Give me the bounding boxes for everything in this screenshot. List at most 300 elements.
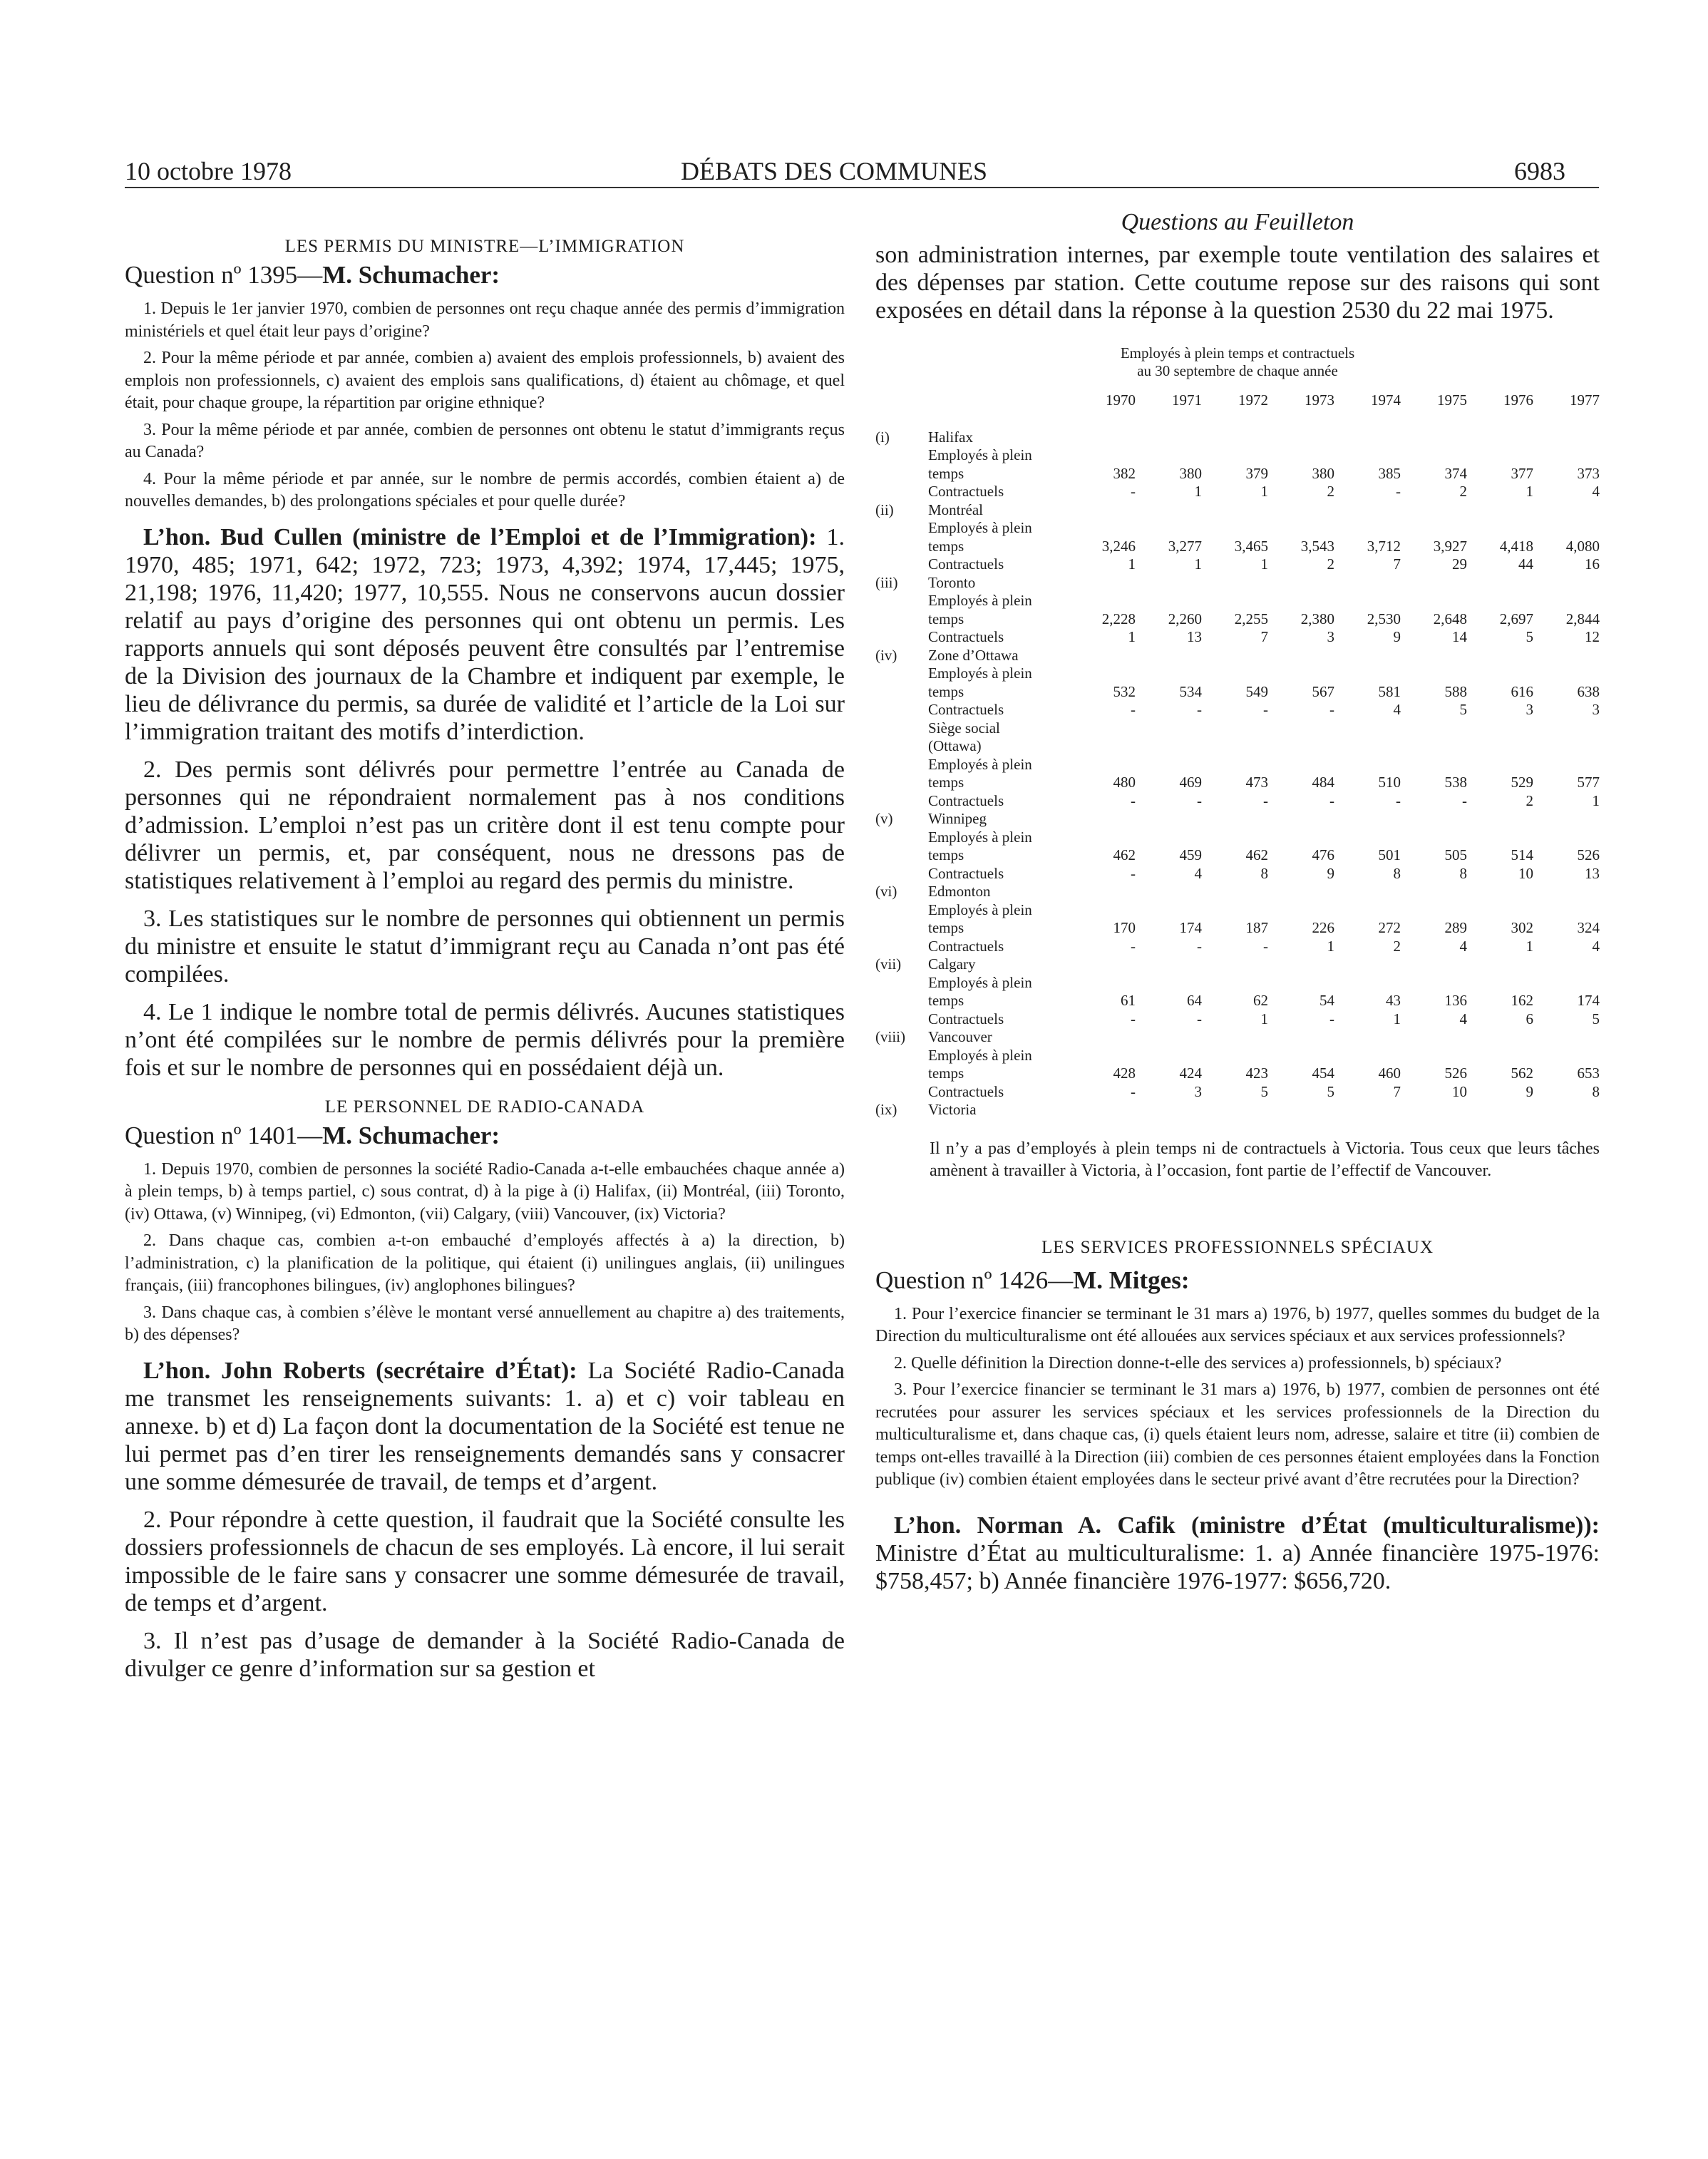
table-row — [875, 756, 1600, 774]
value-cell: 501 — [1378, 846, 1401, 863]
table-row-full-time — [875, 992, 1600, 1010]
region-index — [875, 446, 928, 465]
table-cell — [1334, 519, 1401, 538]
value-cell: 4 — [1393, 701, 1401, 718]
table-cell — [1268, 647, 1334, 665]
year-header: 1972 — [1238, 391, 1268, 409]
value-cell: 4 — [1459, 1010, 1467, 1027]
row-label: temps — [928, 846, 964, 863]
table-cell — [875, 774, 928, 792]
year-header: 1975 — [1437, 391, 1467, 409]
table-cell — [1136, 756, 1202, 774]
table-cell — [1533, 810, 1600, 829]
value-cell: - — [1263, 701, 1268, 718]
year-header: 1974 — [1371, 391, 1401, 409]
table-cell — [1533, 1047, 1600, 1065]
region-index — [875, 737, 928, 756]
table-cell — [1334, 574, 1401, 593]
table-cell — [1268, 955, 1334, 974]
left-column — [125, 235, 845, 1693]
region-index: (ii) — [875, 501, 894, 518]
value-cell: 379 — [1245, 464, 1268, 482]
table-cell — [1401, 883, 1467, 901]
table-cell — [1202, 446, 1268, 465]
region-name: Vancouver — [928, 1028, 992, 1045]
value-cell: 29 — [1452, 555, 1467, 573]
table-cell — [1467, 719, 1533, 738]
table-cell — [1202, 955, 1268, 974]
table-cell — [1467, 519, 1533, 538]
answer-text: Ministre d’État au multiculturalisme: 1. a) Année financière 1975-1976: $758,457; b) Année financière 1976-1977: $656,720. — [875, 1539, 1600, 1594]
table-cell — [1533, 647, 1600, 665]
region-name: Employés à plein — [928, 828, 1032, 846]
table-cell — [1401, 1047, 1467, 1065]
table-cell — [1136, 574, 1202, 593]
table-cell — [1069, 665, 1136, 683]
value-cell: 12 — [1585, 628, 1600, 645]
question-member: M. Schumacher: — [322, 261, 500, 289]
table-corner — [928, 391, 1069, 429]
question-member: M. Mitges: — [1073, 1266, 1190, 1294]
table-cell — [1069, 737, 1136, 756]
question-item: 4. Pour la même période et par année, sur le nombre de permis accordés, combien étaient a) de nouvelles demandes, b) des prolongations spéciales et pour quelle durée? — [125, 469, 845, 511]
value-cell: 1 — [1260, 555, 1268, 573]
table-row — [875, 974, 1600, 993]
table-cell — [1467, 737, 1533, 756]
table-cell — [1136, 501, 1202, 520]
table-row — [875, 1047, 1600, 1065]
region-name: Employés à plein — [928, 446, 1032, 463]
answer-text: La Société Radio-Canada me transmet les renseignements suivants: 1. a) et c) voir tableau en annexe. b) et d) La façon dont la documentation de la Société est tenue ne lui permet pas d’en tirer les renseignements demandés sans y consacrer une somme démesurée de travail, de temps et d’argent. — [125, 1357, 845, 1495]
value-cell: 581 — [1378, 682, 1401, 700]
table-cell — [1401, 665, 1467, 683]
row-label: Contractuels — [928, 628, 1004, 645]
region-index — [875, 756, 928, 774]
table-row — [875, 429, 1600, 447]
header-date: 10 octobre 1978 — [125, 157, 292, 185]
table-note: Il n’y a pas d’employés à plein temps ni de contractuels à Victoria. Tous ceux que leurs tâches amènent à travailler à Victoria, à l’occasion, font partie de l’effectif de Vancouver. — [930, 1139, 1600, 1180]
value-cell: 514 — [1511, 846, 1533, 863]
value-cell: 459 — [1179, 846, 1202, 863]
table-cell — [1136, 883, 1202, 901]
value-cell: 1 — [1592, 791, 1600, 809]
table-row-contract — [875, 1010, 1600, 1029]
value-cell: 3,927 — [1433, 537, 1467, 555]
value-cell: - — [1131, 1082, 1136, 1100]
value-cell: - — [1131, 483, 1136, 500]
question-item: 2. Quelle définition la Direction donne-t-elle des services a) professionnels, b) spéciaux? — [894, 1353, 1502, 1373]
row-label: temps — [928, 464, 964, 482]
table-cell — [1202, 901, 1268, 920]
answer-text: 1. 1970, 485; 1971, 642; 1972, 723; 1973, 4,392; 1974, 17,445; 1975, 21,198; 1976, 11,420; 1977, 10,555. Nous ne conservons aucun dossier relatif au pays d’origine des personnes qui ont obtenu un permis. Les rapports annuels qui sont déposés peuvent être consultés par l’entremise de la Division des journaux de la Chambre et indiquent par exemple, le lieu de délivrance du permis, sa durée de validité et l’article de la Loi sur l’immigration traitant des motifs d’interdiction. — [125, 523, 845, 745]
table-cell — [1268, 756, 1334, 774]
value-cell: 3,465 — [1234, 537, 1268, 555]
table-row — [875, 719, 1600, 738]
value-cell: 289 — [1444, 919, 1467, 936]
table-cell — [1334, 1101, 1401, 1119]
table-cell — [1467, 574, 1533, 593]
table-row-full-time — [875, 610, 1600, 629]
value-cell: 1 — [1194, 555, 1202, 573]
year-header: 1973 — [1305, 391, 1334, 409]
table-cell — [1268, 446, 1334, 465]
table-row — [875, 955, 1600, 974]
table-row — [875, 647, 1600, 665]
table-cell — [1268, 501, 1334, 520]
value-cell: 272 — [1378, 919, 1401, 936]
answer-cafik — [875, 1512, 1600, 1595]
region-index — [875, 665, 928, 683]
value-cell: 526 — [1577, 846, 1600, 863]
value-cell: 5 — [1260, 1082, 1268, 1100]
table-cell — [1069, 1047, 1136, 1065]
row-label: Contractuels — [928, 1082, 1004, 1100]
question-1395 — [125, 260, 845, 291]
value-cell: 529 — [1511, 774, 1533, 791]
table-cell — [1069, 829, 1136, 847]
table-cell — [1467, 1101, 1533, 1119]
table-row-contract — [875, 483, 1600, 501]
question-1395-items — [125, 298, 845, 513]
row-label: temps — [928, 682, 964, 700]
region-name: Winnipeg — [928, 810, 987, 827]
table-cell — [1136, 592, 1202, 610]
value-cell: 428 — [1113, 1065, 1136, 1082]
value-cell: 61 — [1121, 992, 1136, 1009]
table-cell — [1334, 810, 1401, 829]
value-cell: 6 — [1526, 1010, 1533, 1027]
year-header: 1977 — [1570, 391, 1600, 409]
value-cell: 505 — [1444, 846, 1467, 863]
table-cell — [1467, 810, 1533, 829]
value-cell: 1 — [1128, 555, 1136, 573]
table-row — [875, 446, 1600, 465]
table-cell — [1467, 592, 1533, 610]
row-label: temps — [928, 1065, 964, 1082]
table-cell — [1069, 974, 1136, 993]
value-cell: - — [1263, 791, 1268, 809]
value-cell: 2,844 — [1565, 610, 1600, 627]
region-index — [875, 974, 928, 993]
value-cell: 377 — [1511, 464, 1533, 482]
table-corner — [875, 391, 928, 429]
answer-paragraph: 4. Le 1 indique le nombre total de permis délivrés. Aucunes statistiques n’ont été compilées sur le nombre de permis délivrés pour la première fois et sur le nombre de personnes qui en possédaient déjà un. — [125, 998, 845, 1081]
header-rule — [125, 187, 1599, 188]
table-row — [875, 810, 1600, 829]
value-cell: 9 — [1327, 864, 1334, 882]
table-cell — [1334, 1028, 1401, 1047]
value-cell: 476 — [1312, 846, 1334, 863]
answer-speaker: L’hon. John Roberts (secrétaire d’État): — [143, 1357, 577, 1384]
header-page-number: 6983 — [1514, 157, 1565, 185]
table-header-row — [875, 391, 1600, 429]
table-cell — [1467, 647, 1533, 665]
question-item: 1. Depuis 1970, combien de personnes la société Radio-Canada a-t-elle embauchées chaque année a) à plein temps, b) à temps partiel, c) sous contrat, d) à la pige à (i) Halifax, (ii) Montréal, (iii) Toronto, (iv) Ottawa, (v) Winnipeg, (vi) Edmonton, (vii) Calgary, (viii) Vancouver, (ix) Victoria? — [125, 1159, 845, 1224]
value-cell: 374 — [1444, 464, 1467, 482]
table-cell — [1467, 901, 1533, 920]
table-cell — [1533, 429, 1600, 447]
table-cell — [1202, 1101, 1268, 1119]
value-cell: 302 — [1511, 919, 1533, 936]
value-cell: 460 — [1378, 1065, 1401, 1082]
value-cell: 7 — [1393, 555, 1401, 573]
table-row — [875, 665, 1600, 683]
region-name: Zone d’Ottawa — [928, 646, 1019, 664]
table-cell — [1202, 574, 1268, 593]
table-cell — [1136, 429, 1202, 447]
table-cell — [1334, 901, 1401, 920]
table-cell — [875, 792, 928, 811]
question-item: 3. Pour l’exercice financier se terminant le 31 mars a) 1976, b) 1977, combien de personnes ont été recrutées pour assurer les services spéciaux et les services professionnels de la Direction du multiculturalisme et, dans chaque cas, (i) quels étaient leurs nom, adresse, salaire et titre (ii) combien de temps ont-elles travaillé à la Direction (iii) combien de ces personnes étaient employées dans la Fonction publique (iv) combien étaient employées dans le secteur privé avant d’être recrutées pour la Direction? — [875, 1380, 1600, 1489]
row-label: temps — [928, 610, 964, 627]
table-row-full-time — [875, 538, 1600, 556]
answer-paragraph: 3. Il n’est pas d’usage de demander à la Société Radio-Canada de divulger ce genre d’information sur sa gestion et — [125, 1627, 845, 1682]
value-cell: 2,255 — [1234, 610, 1268, 627]
table-cell — [1268, 1047, 1334, 1065]
table-cell — [1334, 429, 1401, 447]
table-cell — [1533, 1101, 1600, 1119]
value-cell: 5 — [1592, 1010, 1600, 1027]
table-cell — [1401, 974, 1467, 993]
region-index — [875, 519, 928, 538]
table-row-contract — [875, 792, 1600, 811]
region-name: Employés à plein — [928, 901, 1032, 918]
answer-continuation: son administration internes, par exemple toute ventilation des salaires et des dépenses par station. Cette coutume repose sur des raisons qui sont exposées en détail dans la réponse à la question 2530 du 22 mai 1975. — [875, 242, 1600, 324]
question-1401-items — [125, 1159, 845, 1347]
table-cell — [1136, 901, 1202, 920]
value-cell: 226 — [1312, 919, 1334, 936]
value-cell: 1 — [1260, 483, 1268, 500]
running-head: Questions au Feuilleton — [1121, 209, 1354, 235]
table-cell — [1401, 592, 1467, 610]
value-cell: 136 — [1444, 992, 1467, 1009]
table-cell — [1467, 429, 1533, 447]
value-cell: 3 — [1526, 701, 1533, 718]
table-cell — [1401, 719, 1467, 738]
table-cell — [1069, 719, 1136, 738]
value-cell: - — [1197, 791, 1202, 809]
region-name: Edmonton — [928, 883, 991, 900]
table-row — [875, 501, 1600, 520]
value-cell: - — [1197, 1010, 1202, 1027]
table-cell — [1202, 501, 1268, 520]
year-header: 1976 — [1503, 391, 1533, 409]
answer-speaker: L’hon. Bud Cullen (ministre de l’Emploi et de l’Immigration): — [143, 523, 817, 550]
table-cell — [1268, 429, 1334, 447]
table-cell — [1202, 829, 1268, 847]
value-cell: 10 — [1518, 864, 1533, 882]
value-cell: 2,380 — [1300, 610, 1334, 627]
table-cell — [1069, 574, 1136, 593]
value-cell: 3,543 — [1300, 537, 1334, 555]
table-cell — [1401, 501, 1467, 520]
table-cell — [1268, 737, 1334, 756]
table-row — [875, 883, 1600, 901]
value-cell: 4 — [1592, 483, 1600, 500]
region-index — [875, 1047, 928, 1065]
region-index: (vi) — [875, 883, 897, 900]
question-prefix: Question nº 1426— — [875, 1266, 1074, 1294]
value-cell: 1 — [1260, 1010, 1268, 1027]
region-index — [875, 901, 928, 920]
table-cell — [1533, 829, 1600, 847]
table-cell — [1069, 429, 1136, 447]
value-cell: 4,080 — [1565, 537, 1600, 555]
value-cell: 616 — [1511, 682, 1533, 700]
table-title — [875, 344, 1600, 380]
value-cell: 7 — [1260, 628, 1268, 645]
table-cell — [1401, 955, 1467, 974]
table-cell — [1069, 647, 1136, 665]
value-cell: 577 — [1577, 774, 1600, 791]
value-cell: 1 — [1194, 483, 1202, 500]
table-cell — [1533, 719, 1600, 738]
table-cell — [1268, 1101, 1334, 1119]
table-cell — [1533, 1028, 1600, 1047]
value-cell: 9 — [1526, 1082, 1533, 1100]
value-cell: 13 — [1585, 864, 1600, 882]
table-cell — [1069, 955, 1136, 974]
value-cell: 4 — [1459, 937, 1467, 955]
table-cell — [1069, 446, 1136, 465]
row-label: Contractuels — [928, 937, 1004, 955]
table-cell — [1401, 519, 1467, 538]
value-cell: 3 — [1327, 628, 1334, 645]
table-cell — [1533, 955, 1600, 974]
table-cell — [1136, 974, 1202, 993]
value-cell: 2 — [1459, 483, 1467, 500]
value-cell: 469 — [1179, 774, 1202, 791]
answer-paragraph: 3. Les statistiques sur le nombre de personnes qui obtiennent un permis du ministre et ensuite le statut d’immigrant reçu au Canada n’ont pas été compilées. — [125, 905, 845, 988]
question-1426 — [875, 1265, 1600, 1296]
value-cell: 62 — [1253, 992, 1268, 1009]
table-cell — [1401, 810, 1467, 829]
table-cell — [875, 538, 928, 556]
table-cell — [1202, 1047, 1268, 1065]
value-cell: 8 — [1592, 1082, 1600, 1100]
table-cell — [1533, 592, 1600, 610]
table-cell — [1334, 501, 1401, 520]
value-cell: 534 — [1179, 682, 1202, 700]
value-cell: 170 — [1113, 919, 1136, 936]
table-cell — [1334, 665, 1401, 683]
table-cell — [1268, 574, 1334, 593]
region-name: Employés à plein — [928, 755, 1032, 773]
value-cell: 454 — [1312, 1065, 1334, 1082]
table-cell — [1268, 719, 1334, 738]
table-cell — [1069, 1028, 1136, 1047]
value-cell: 510 — [1378, 774, 1401, 791]
question-prefix: Question nº 1401— — [125, 1121, 323, 1149]
table-row — [875, 1028, 1600, 1047]
value-cell: 2,228 — [1101, 610, 1136, 627]
table-cell — [1334, 592, 1401, 610]
table-cell — [1467, 446, 1533, 465]
value-cell: - — [1131, 937, 1136, 955]
value-cell: - — [1131, 701, 1136, 718]
table-cell — [1334, 883, 1401, 901]
value-cell: 3,712 — [1367, 537, 1401, 555]
value-cell: 385 — [1378, 464, 1401, 482]
table-cell — [1401, 1101, 1467, 1119]
value-cell: 8 — [1260, 864, 1268, 882]
value-cell: - — [1329, 1010, 1334, 1027]
table-cell — [1334, 647, 1401, 665]
table-cell — [1136, 955, 1202, 974]
table-cell — [1334, 1047, 1401, 1065]
region-index: (i) — [875, 428, 890, 446]
value-cell: 8 — [1459, 864, 1467, 882]
value-cell: 4 — [1194, 864, 1202, 882]
table-cell — [1136, 665, 1202, 683]
question-item: 2. Dans chaque cas, combien a-t-on embauché d’employés affectés à a) la direction, b) l’administration, c) la planification de la politique, qui étaient (i) unilingues anglais, (ii) unilingues français, (iii) francophones bilingues, (iv) anglophones bilingues? — [125, 1231, 845, 1295]
value-cell: 373 — [1577, 464, 1600, 482]
value-cell: 473 — [1245, 774, 1268, 791]
table-cell — [1202, 974, 1268, 993]
value-cell: 382 — [1113, 464, 1136, 482]
row-label: Contractuels — [928, 555, 1004, 573]
employees-table-body — [875, 391, 1600, 1119]
table-cell — [1467, 665, 1533, 683]
value-cell: 1 — [1327, 937, 1334, 955]
table-cell — [1401, 901, 1467, 920]
table-cell — [1401, 446, 1467, 465]
table-row — [875, 829, 1600, 847]
table-cell — [1334, 974, 1401, 993]
table-cell — [1401, 647, 1467, 665]
question-item: 1. Pour l’exercice financier se terminant le 31 mars a) 1976, b) 1977, quelles sommes du budget de la Direction du multiculturalisme ont été allouées aux services spéciaux et aux services professionnels? — [875, 1304, 1600, 1345]
value-cell: 43 — [1386, 992, 1401, 1009]
table-cell — [1401, 429, 1467, 447]
answer-paragraph: 2. Pour répondre à cette question, il faudrait que la Société consulte les dossiers professionnels de chacun de ses employés. Là encore, il lui serait impossible de le faire sans y consacrer une somme démesurée de travail, de temps et d’argent. — [125, 1506, 845, 1616]
section-title-services: LES SERVICES PROFESSIONNELS SPÉCIAUX — [1041, 1237, 1434, 1257]
table-row-contract — [875, 1083, 1600, 1102]
table-cell — [875, 610, 928, 629]
question-item: 3. Pour la même période et par année, combien de personnes ont obtenu le statut d’immigrants reçus au Canada? — [125, 420, 845, 461]
table-row-contract — [875, 628, 1600, 647]
table-cell — [1401, 574, 1467, 593]
table-cell — [1069, 519, 1136, 538]
table-cell — [1401, 756, 1467, 774]
region-index: (vii) — [875, 955, 902, 973]
value-cell: 3 — [1194, 1082, 1202, 1100]
region-name: Employés à plein — [928, 1046, 1032, 1064]
table-cell — [875, 846, 928, 865]
row-label: Contractuels — [928, 483, 1004, 500]
value-cell: 162 — [1511, 992, 1533, 1009]
value-cell: 5 — [1459, 701, 1467, 718]
value-cell: - — [1197, 701, 1202, 718]
table-cell — [1136, 737, 1202, 756]
value-cell: 484 — [1312, 774, 1334, 791]
value-cell: - — [1263, 937, 1268, 955]
value-cell: 174 — [1179, 919, 1202, 936]
value-cell: 187 — [1245, 919, 1268, 936]
region-name: Victoria — [928, 1101, 977, 1118]
table-cell — [1202, 810, 1268, 829]
table-row-contract — [875, 555, 1600, 574]
value-cell: 324 — [1577, 919, 1600, 936]
row-label: Contractuels — [928, 791, 1004, 809]
region-index: (v) — [875, 810, 893, 827]
row-label: temps — [928, 774, 964, 791]
right-column — [875, 208, 1600, 1605]
table-row — [875, 901, 1600, 920]
region-name: Employés à plein — [928, 973, 1032, 991]
table-cell — [1467, 974, 1533, 993]
table-cell — [1268, 1028, 1334, 1047]
row-label: Contractuels — [928, 1010, 1004, 1027]
